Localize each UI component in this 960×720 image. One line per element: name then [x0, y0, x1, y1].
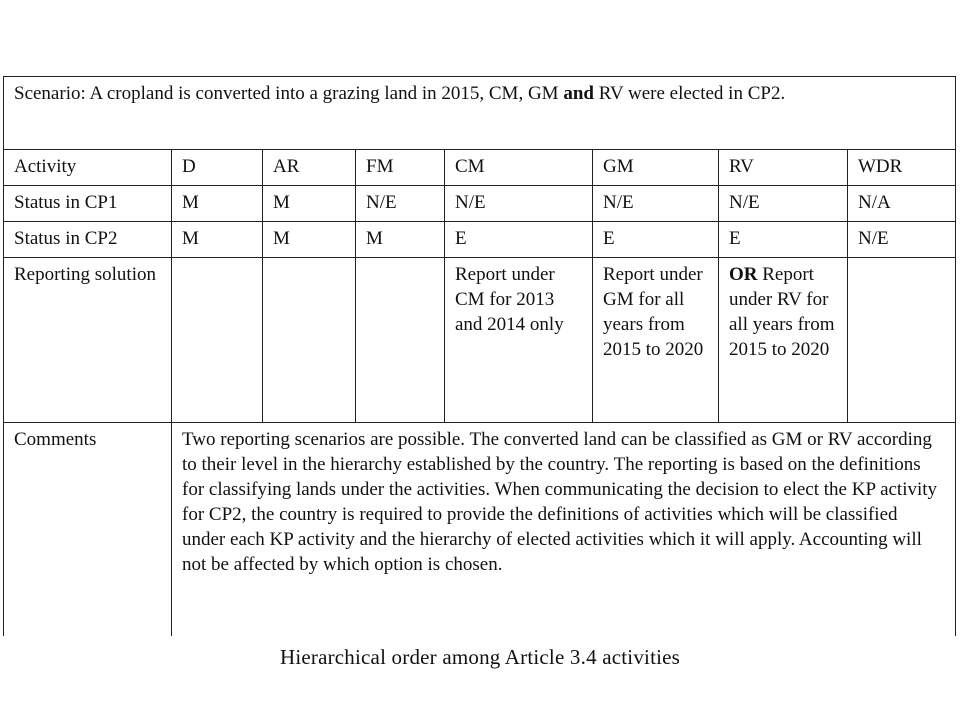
reporting-rv-or: OR [729, 264, 758, 285]
activity-cell-fm: FM [356, 150, 445, 186]
reporting-cell-cm: Report under CM for 2013 and 2014 only [445, 258, 593, 423]
status-cp1-wdr: N/A [848, 186, 956, 222]
comments-label: Comments [4, 423, 172, 637]
reporting-cell-fm [356, 258, 445, 423]
status-cp1-label: Status in CP1 [4, 186, 172, 222]
status-cp1-fm: N/E [356, 186, 445, 222]
scenario-table [3, 76, 956, 636]
status-cp2-d: M [172, 222, 263, 258]
status-cp2-row [4, 222, 956, 258]
scenario-text-end: RV were elected in CP2. [593, 83, 786, 104]
activity-cell-wdr: WDR [848, 150, 956, 186]
status-cp2-cm: E [445, 222, 593, 258]
scenario-cell [4, 77, 956, 150]
reporting-rv-text: Report under RV for all years from 2015 to 2020 [729, 264, 835, 360]
activity-cell-d: D [172, 150, 263, 186]
status-cp2-ar: M [263, 222, 356, 258]
reporting-solution-label: Reporting solution [4, 258, 172, 423]
slide-caption: Hierarchical order among Article 3.4 activities [279, 645, 681, 669]
scenario-row [4, 77, 956, 150]
status-cp1-gm: N/E [593, 186, 719, 222]
reporting-cell-rv [719, 258, 848, 423]
comments-row [4, 423, 956, 637]
status-cp2-label: Status in CP2 [4, 222, 172, 258]
scenario-text: Scenario: A cropland is converted into a grazing land in 2015, CM, GM [14, 83, 564, 104]
reporting-cell-d [172, 258, 263, 423]
status-cp1-rv: N/E [719, 186, 848, 222]
status-cp1-ar: M [263, 186, 356, 222]
scenario-bold-word: and [563, 83, 594, 104]
reporting-solution-row [4, 258, 956, 423]
status-cp1-d: M [172, 186, 263, 222]
status-cp1-cm: N/E [445, 186, 593, 222]
activity-cell-cm: CM [445, 150, 593, 186]
activity-label: Activity [4, 150, 172, 186]
activity-cell-rv: RV [719, 150, 848, 186]
reporting-cell-ar [263, 258, 356, 423]
status-cp2-rv: E [719, 222, 848, 258]
status-cp2-wdr: N/E [848, 222, 956, 258]
reporting-cell-wdr [848, 258, 956, 423]
status-cp1-row [4, 186, 956, 222]
reporting-cell-gm: Report under GM for all years from 2015 to 2020 [593, 258, 719, 423]
activity-row [4, 150, 956, 186]
comments-text: Two reporting scenarios are possible. The converted land can be classified as GM or RV according to their level in the hierarchy established by the country. The reporting is based on the definitions for classifying lands under the activities. When communicating the decision to elect the KP activity for CP2, the country is required to provide the definitions of activities which will be classified under each KP activity and the hierarchy of elected activities which it will apply. Accounting will not be affected by which option is chosen. [172, 423, 956, 637]
status-cp2-fm: M [356, 222, 445, 258]
activity-cell-gm: GM [593, 150, 719, 186]
status-cp2-gm: E [593, 222, 719, 258]
activity-cell-ar: AR [263, 150, 356, 186]
